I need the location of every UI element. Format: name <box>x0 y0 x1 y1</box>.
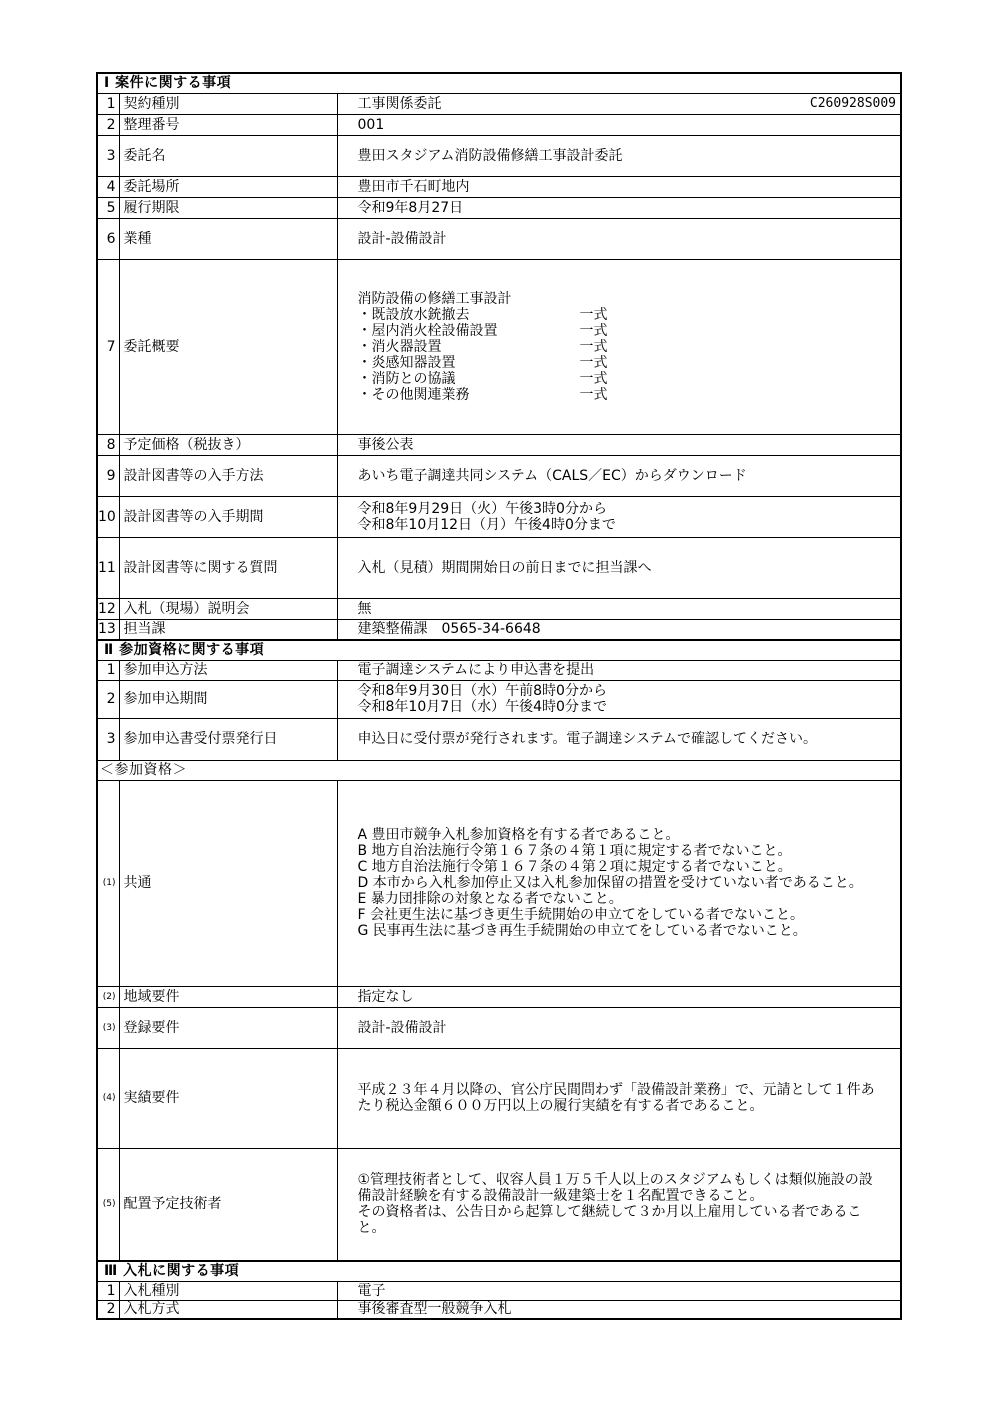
table-row <box>97 455 901 496</box>
period-start: 令和8年9月30日（水）午前8時0分から <box>357 683 607 699</box>
row-value: 設計-設備設計 <box>337 218 901 259</box>
item-qty: 一式 <box>579 354 608 371</box>
requirement-line: E 暴力団排除の対象となる者でないこと。 <box>357 891 623 907</box>
row-label: 担当課 <box>119 619 337 640</box>
row-number: 3 <box>97 718 119 760</box>
row-label: 参加申込期間 <box>119 680 337 718</box>
table-row <box>97 598 901 619</box>
table-row <box>97 218 901 259</box>
overview-title: 消防設備の修繕工事設計 <box>357 290 512 307</box>
row-label: 設計図書等に関する質問 <box>119 537 337 598</box>
row-number: (4) <box>97 1048 119 1148</box>
requirement-line: B 地方自治法施行令第１６７条の４第１項に規定する者でないこと。 <box>357 843 792 859</box>
table-row <box>97 1007 901 1048</box>
qualification-heading: ＜参加資格＞ <box>97 760 901 780</box>
table-row <box>97 660 901 680</box>
list-item <box>358 387 901 403</box>
requirement-line: D 本市から入札参加停止又は入札参加保留の措置を受けていない者であること。 <box>357 875 863 891</box>
employment-requirement: その資格者は、公告日から起算して継続して３か月以上雇用している者であること。 <box>357 1204 862 1237</box>
row-number: 5 <box>97 197 119 218</box>
row-label: 入札（現場）説明会 <box>119 598 337 619</box>
row-number: (2) <box>97 986 119 1007</box>
requirement-line: A 豊田市競争入札参加資格を有する者であること。 <box>357 827 680 843</box>
item-qty: 一式 <box>579 306 608 323</box>
table-row <box>97 1148 901 1261</box>
row-number: 2 <box>97 1300 119 1319</box>
case-code: C260928S009 <box>809 95 896 111</box>
item-qty: 一式 <box>579 386 608 403</box>
row-value: 建築整備課 0565-34-6648 <box>337 619 901 640</box>
item-qty: 一式 <box>579 338 608 355</box>
row-label: 配置予定技術者 <box>119 1148 337 1261</box>
row-number: 12 <box>97 598 119 619</box>
table-row <box>97 1300 901 1319</box>
list-item <box>358 355 901 371</box>
row-value: 事後公表 <box>337 434 901 455</box>
row-number: 1 <box>97 660 119 680</box>
period-start: 令和8年9月29日（火）午後3時0分から <box>357 500 607 517</box>
row-label: 共通 <box>119 780 337 986</box>
section-header <box>97 640 901 660</box>
row-label: 入札種別 <box>119 1281 337 1300</box>
table-row <box>97 1048 901 1148</box>
row-number: 8 <box>97 434 119 455</box>
row-value: 指定なし <box>337 986 901 1007</box>
row-number: 4 <box>97 176 119 197</box>
row-number: 9 <box>97 455 119 496</box>
row-label: 業種 <box>119 218 337 259</box>
row-value: 無 <box>337 598 901 619</box>
row-label: 予定価格（税抜き） <box>119 434 337 455</box>
row-label: 参加申込方法 <box>119 660 337 680</box>
row-value: 電子 <box>337 1281 901 1300</box>
contract-type: 工事関係委託 <box>357 95 442 112</box>
row-number: 7 <box>97 259 119 434</box>
item-name: ・その他関連業務 <box>357 386 470 403</box>
section-title: Ⅰ 案件に関する事項 <box>97 73 901 93</box>
row-number: 2 <box>97 680 119 718</box>
row-label: 委託名 <box>119 135 337 176</box>
row-label: 参加申込書受付票発行日 <box>119 718 337 760</box>
item-name: ・消火器設置 <box>357 338 442 355</box>
section-header <box>97 1261 901 1281</box>
row-value: 電子調達システムにより申込書を提出 <box>337 660 901 680</box>
row-number: 1 <box>97 93 119 114</box>
overview-value <box>337 259 901 434</box>
row-number: (3) <box>97 1007 119 1048</box>
item-qty: 一式 <box>579 322 608 339</box>
section-header <box>97 73 901 93</box>
table-row <box>97 986 901 1007</box>
list-item <box>358 307 901 323</box>
item-name: ・消防との協議 <box>357 370 456 387</box>
notice-table <box>96 72 902 1320</box>
row-label: 実績要件 <box>119 1048 337 1148</box>
row-value: 豊田市千石町地内 <box>337 176 901 197</box>
row-value: 001 <box>337 114 901 135</box>
row-label: 整理番号 <box>119 114 337 135</box>
table-row <box>97 259 901 434</box>
row-number: (1) <box>97 780 119 986</box>
row-number: 2 <box>97 114 119 135</box>
table-row <box>97 718 901 760</box>
row-label: 契約種別 <box>119 93 337 114</box>
subsection-header <box>97 760 901 780</box>
row-number: 3 <box>97 135 119 176</box>
period-end: 令和8年10月7日（水）午後4時0分まで <box>357 699 607 715</box>
requirement-line: C 地方自治法施行令第１６７条の４第２項に規定する者でないこと。 <box>357 859 792 875</box>
table-row <box>97 680 901 718</box>
row-label: 設計図書等の入手期間 <box>119 496 337 537</box>
table-row <box>97 135 901 176</box>
item-name: ・炎感知器設置 <box>357 354 456 371</box>
row-value: 豊田スタジアム消防設備修繕工事設計委託 <box>337 135 901 176</box>
row-number: (5) <box>97 1148 119 1261</box>
table-row <box>97 176 901 197</box>
row-value <box>337 1148 901 1261</box>
common-requirements <box>337 780 901 986</box>
table-row <box>97 619 901 640</box>
row-label: 地域要件 <box>119 986 337 1007</box>
row-value <box>337 93 901 114</box>
row-number: 11 <box>97 537 119 598</box>
row-label: 委託場所 <box>119 176 337 197</box>
table-row <box>97 1281 901 1300</box>
row-value: 申込日に受付票が発行されます。電子調達システムで確認してください。 <box>337 718 901 760</box>
requirement-line: F 会社更生法に基づき更生手続開始の申立てをしている者でないこと。 <box>357 907 805 923</box>
row-label: 入札方式 <box>119 1300 337 1319</box>
row-value <box>337 680 901 718</box>
row-number: 10 <box>97 496 119 537</box>
item-name: ・屋内消火栓設備設置 <box>357 322 498 339</box>
table-row <box>97 496 901 537</box>
row-label: 委託概要 <box>119 259 337 434</box>
row-value: 入札（見積）期間開始日の前日までに担当課へ <box>337 537 901 598</box>
table-row <box>97 197 901 218</box>
list-item <box>358 323 901 339</box>
row-number: 6 <box>97 218 119 259</box>
section-title: Ⅲ 入札に関する事項 <box>97 1261 901 1281</box>
row-value: 平成２３年４月以降の、官公庁民間問わず「設備設計業務」で、元請として１件あたり税込金額６００万円以上の履行実績を有する者であること。 <box>337 1048 901 1148</box>
table-row <box>97 537 901 598</box>
row-label: 設計図書等の入手方法 <box>119 455 337 496</box>
row-value <box>337 496 901 537</box>
section-title: Ⅱ 参加資格に関する事項 <box>97 640 901 660</box>
row-number: 1 <box>97 1281 119 1300</box>
row-label: 登録要件 <box>119 1007 337 1048</box>
row-value: あいち電子調達共同システム（CALS／EC）からダウンロード <box>337 455 901 496</box>
list-item <box>358 339 901 355</box>
table-row <box>97 93 901 114</box>
item-qty: 一式 <box>579 370 608 387</box>
item-name: ・既設放水銃撤去 <box>357 306 470 323</box>
requirement-line: G 民事再生法に基づき再生手続開始の申立てをしている者でないこと。 <box>357 923 807 939</box>
row-number: 13 <box>97 619 119 640</box>
row-value: 設計-設備設計 <box>337 1007 901 1048</box>
row-label: 履行期限 <box>119 197 337 218</box>
table-row <box>97 114 901 135</box>
row-value: 事後審査型一般競争入札 <box>337 1300 901 1319</box>
period-end: 令和8年10月12日（月）午後4時0分まで <box>357 516 616 533</box>
table-row <box>97 780 901 986</box>
row-value: 令和9年8月27日 <box>337 197 901 218</box>
engineer-requirement: ①管理技術者として、収容人員１万５千人以上のスタジアムもしくは類似施設の設備設計経験を有する設備設計一級建築士を１名配置できること。 <box>357 1172 873 1205</box>
list-item <box>358 371 901 387</box>
table-row <box>97 434 901 455</box>
bid-notice-sheet <box>96 72 902 1320</box>
